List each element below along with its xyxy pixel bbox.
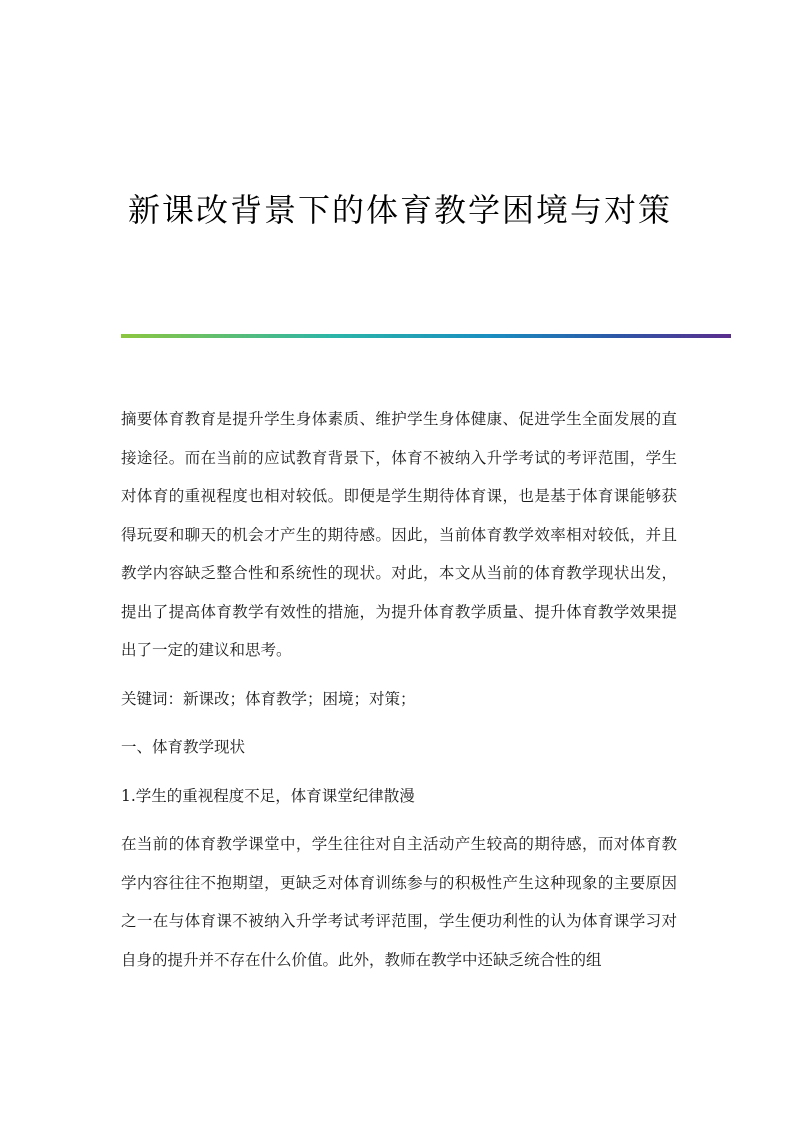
section-heading: 一、体育教学现状 <box>121 738 246 756</box>
document-body <box>121 400 677 989</box>
subsection-heading: 1.学生的重视程度不足，体育课堂纪律散漫 <box>121 786 415 805</box>
document-title: 新课改背景下的体育教学困境与对策 <box>127 191 672 229</box>
title-divider <box>121 334 731 338</box>
body-paragraph: 在当前的体育教学课堂中，学生往往对自主活动产生较高的期待感，而对体育教学内容往往不抱期望，更缺乏对体育训练参与的积极性产生这种现象的主要原因之一在与体育课不被纳入升学考试考评范围，学生便功利性的认为体育课学习对自身的提升并不存在什么价值。此外，教师在教学中还缺乏统合性的组 <box>121 835 677 969</box>
abstract-paragraph: 摘要体育教育是提升学生身体素质、维护学生身体健康、促进学生全面发展的直接途径。而在当前的应试教育背景下，体育不被纳入升学考试的考评范围，学生对体育的重视程度也相对较低。即便是学生期待体育课，也是基于体育课能够获得玩耍和聊天的机会才产生的期待感。因此，当前体育教学效率相对较低，并且教学内容缺乏整合性和系统性的现状。对此，本文从当前的体育教学现状出发，提出了提高体育教学有效性的措施，为提升体育教学质量、提升体育教学效果提出了一定的建议和思考。 <box>121 410 677 659</box>
keywords-paragraph: 关键词：新课改；体育教学；困境；对策； <box>121 689 416 708</box>
